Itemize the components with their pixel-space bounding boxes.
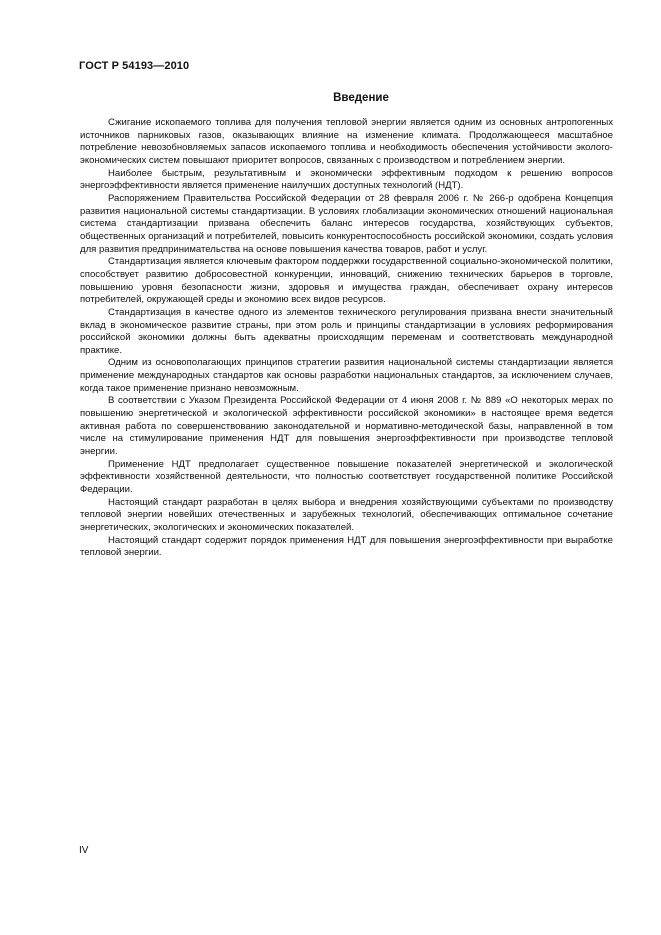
paragraph: В соответствии с Указом Президента Российской Федерации от 4 июня 2008 г. № 889 «О некоторых мерах по повышению энергетической и экологической эффективности российской экономики» в настоящее время ведется активная работа по совершенствованию законодательной и нормативно-методической базы, направленной в том числе на стимулирование применения НДТ для повышения энергоэффективности при производстве тепловой энергии. [80,395,613,458]
paragraph: Настоящий стандарт содержит порядок применения НДТ для повышения энергоэффективности при выработке тепловой энергии. [80,534,613,559]
page-number: IV [79,845,89,856]
paragraph: Настоящий стандарт разработан в целях выбора и внедрения хозяйствующими субъектами по производству тепловой энергии новейших отечественных и зарубежных технологий, обеспечивающих оптимальное сочетание энергетических, экологических и экономических показателей. [80,496,613,533]
paragraph: Стандартизация в качестве одного из элементов технического регулирования призвана внести значительный вклад в экономическое развитие страны, при этом роль и принципы стандартизации в условиях реформирования российской экономики должны быть адекватны происходящим переменам и соответствовать международной практике. [80,306,613,356]
paragraph: Сжигание ископаемого топлива для получения тепловой энергии является одним из основных антропогенных источников парниковых газов, оказывающих влияние на изменение климата. Продолжающееся масштабное потребление невозобновляемых запасов ископаемого топлива и необходимость обеспечения устойчивости эколого-экономических систем повышают приоритет вопросов, связанных с производством и потреблением энергии. [80,117,613,166]
paragraph: Одним из основополагающих принципов стратегии развития национальной системы стандартизации является применение международных стандартов как основы разработки национальных стандартов, за исключением случаев, когда такое применение признано невозможным. [80,357,613,394]
paragraph: Наиболее быстрым, результативным и экономически эффективным подходом к решению вопросов энергоэффективности является применение наилучших доступных технологий (НДТ). [80,167,613,192]
paragraph: Стандартизация является ключевым фактором поддержки государственной социально-экономической политики, способствует развитию добросовестной конкуренции, инноваций, снижению технических барьеров в торговле, повышению уровня безопасности жизни, здоровья и имущества граждан, обеспечивает охрану интересов потребителей, окружающей среды и экономию всех видов ресурсов. [80,256,613,306]
paragraph: Распоряжением Правительства Российской Федерации от 28 февраля 2006 г. № 266-р одобрена Концепция развития национальной системы стандартизации. В условиях глобализации экономических отношений национальная система стандартизации призвана обеспечить баланс интересов государства, хозяйствующих субъектов, общественных организаций и потребителей, повысить конкурентоспособность российской экономики, создать условия для развития предпринимательства на основе повышения качества товаров, работ и услуг. [80,192,613,255]
paragraph: Применение НДТ предполагает существенное повышение показателей энергетической и экологической эффективности хозяйственной деятельности, что полностью соответствует государственной политике Российской Федерации. [80,458,613,496]
document-code: ГОСТ Р 54193—2010 [79,60,190,72]
body-text [80,117,613,560]
section-title: Введение [333,92,389,104]
